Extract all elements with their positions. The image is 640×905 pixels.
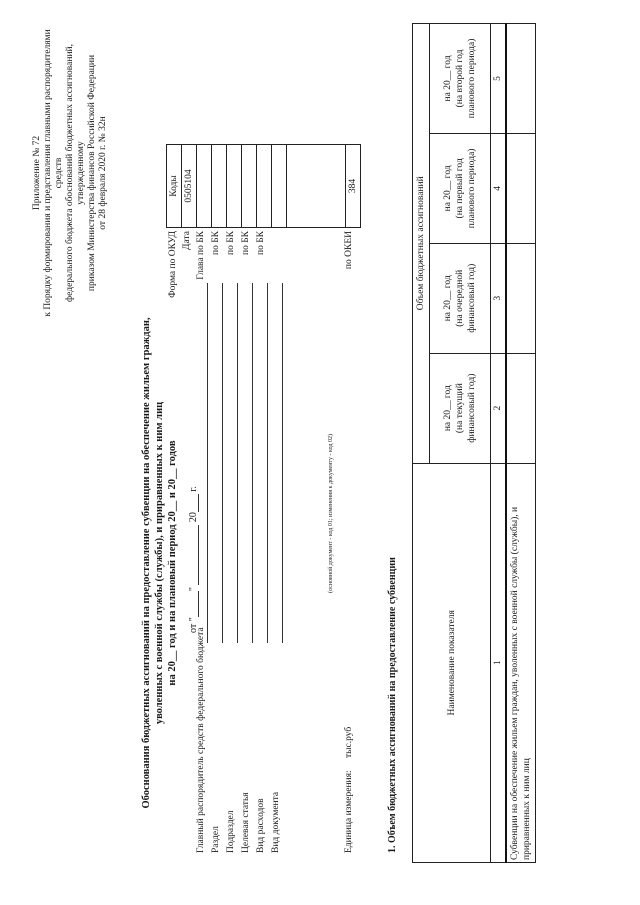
- col-header-line: (на второй год: [455, 49, 465, 107]
- okud-label: Форма по ОКУД: [168, 230, 178, 298]
- col-header-line: (на очередной: [455, 269, 465, 327]
- col-header-line: финансовый год): [467, 263, 477, 333]
- col-header-line: на 20__ год: [443, 274, 453, 321]
- col-header-line: на 20__ год: [443, 54, 453, 101]
- col-header-line: планового периода): [467, 38, 477, 118]
- col-header-line: на 20__ год: [443, 384, 453, 431]
- fill-line: [207, 283, 208, 643]
- okei-code: 384: [346, 144, 361, 227]
- glava-label: Глава по БК: [196, 230, 206, 280]
- appendix-line: к Порядку формирования и представления главными распорядителями средств: [43, 28, 64, 317]
- appendix-line: федерального бюджета обоснований бюджетных ассигнований, утвержденному: [65, 43, 86, 302]
- table-row: [506, 23, 536, 862]
- header-row-expense: [254, 283, 269, 853]
- doc-type-note: (основной документ - код 01; изменения к документу - код 02): [328, 433, 334, 593]
- date-prefix: от ": [188, 616, 199, 633]
- subsection-code: [242, 144, 257, 227]
- col-number: 4: [491, 133, 507, 243]
- col-header-current: [430, 353, 491, 463]
- row-label: Главный распорядитель средств федерального бюджета: [196, 626, 206, 853]
- row-label: Целевая статья: [241, 791, 251, 853]
- col-header-name: Наименование показателя: [413, 463, 491, 862]
- document-title: [140, 303, 179, 823]
- row-cell: [506, 243, 536, 353]
- units-value: тыс.руб: [344, 726, 354, 758]
- allocations-table: [412, 23, 536, 863]
- col-header-line: (на текущий: [455, 382, 465, 433]
- col-number: 2: [491, 353, 507, 463]
- date-mid: ": [188, 586, 199, 591]
- fill-line: [237, 283, 238, 643]
- bk-label-section: по БК: [211, 230, 221, 255]
- header-row-subsection: [224, 283, 239, 853]
- appendix-line: приказом Министерства финансов Российской Федерации: [87, 54, 97, 291]
- section-code: [227, 144, 242, 227]
- row-label: Подраздел: [226, 809, 236, 853]
- codes-header: Коды: [167, 144, 182, 227]
- header-row-section: [209, 283, 224, 853]
- fill-line: [222, 283, 223, 643]
- bk-label-expense: по БК: [256, 230, 266, 255]
- okei-label: по ОКЕИ: [344, 230, 354, 269]
- title-line: на 20__ год и на плановый период 20__ и 20__ годов: [167, 439, 178, 686]
- col-header-line: финансовый год): [467, 373, 477, 443]
- target-code: [257, 144, 272, 227]
- col-number: 5: [491, 23, 507, 133]
- bk-label-subsection: по БК: [226, 230, 236, 255]
- row-name: Субвенции на обеспечение жильем граждан, уволенных с военной службы (службы), и приравненных к ним лиц: [506, 463, 536, 862]
- header-row-doctype: [269, 283, 284, 853]
- appendix-number: Приложение № 72: [32, 135, 42, 210]
- row-cell: [506, 133, 536, 243]
- group-header: Объем бюджетных ассигнований: [413, 23, 430, 463]
- date-label: Дата: [182, 230, 192, 250]
- appendix-block: [32, 23, 109, 323]
- section-heading: 1. Объем бюджетных ассигнований на предоставление субвенции: [387, 556, 398, 853]
- row-label: Раздел: [211, 825, 221, 853]
- row-cell: [506, 23, 536, 133]
- col-header-line: планового периода): [467, 148, 477, 228]
- title-line: уволенных с военной службы (службы), и приравненных к ним лиц: [154, 401, 165, 724]
- title-line: Обоснования бюджетных ассигнований на предоставление субвенции на обеспечение жильем граждан,: [141, 316, 152, 809]
- row-label: Вид расходов: [256, 797, 266, 853]
- units-row: [342, 553, 357, 853]
- bk-label-target: по БК: [241, 230, 251, 255]
- header-row-target: [239, 283, 254, 853]
- col-header-plan1: [430, 133, 491, 243]
- doctype-code: [287, 144, 346, 227]
- date-code: [197, 144, 212, 227]
- header-row-grbs: [194, 283, 209, 853]
- date-suffix: г.: [188, 485, 199, 492]
- codes-table: [166, 144, 361, 228]
- date-year: 20: [188, 511, 199, 522]
- fill-line: [252, 283, 253, 643]
- rotated-form: [20, 23, 620, 883]
- col-header-plan2: [430, 23, 491, 133]
- col-number: 3: [491, 243, 507, 353]
- col-header-next: [430, 243, 491, 353]
- fill-line: [282, 283, 283, 643]
- expense-code: [272, 144, 287, 227]
- col-header-line: на 20__ год: [443, 164, 453, 211]
- okud-code: 0505104: [182, 144, 197, 227]
- units-label: Единица измерения:: [344, 769, 354, 853]
- fill-line: [267, 283, 268, 643]
- appendix-line: от 28 февраля 2020 г. № 32н: [98, 115, 108, 230]
- glava-code: [212, 144, 227, 227]
- col-header-line: (на первый год: [455, 157, 465, 218]
- col-number: 1: [491, 463, 507, 862]
- row-cell: [506, 353, 536, 463]
- row-label: Вид документа: [271, 791, 281, 853]
